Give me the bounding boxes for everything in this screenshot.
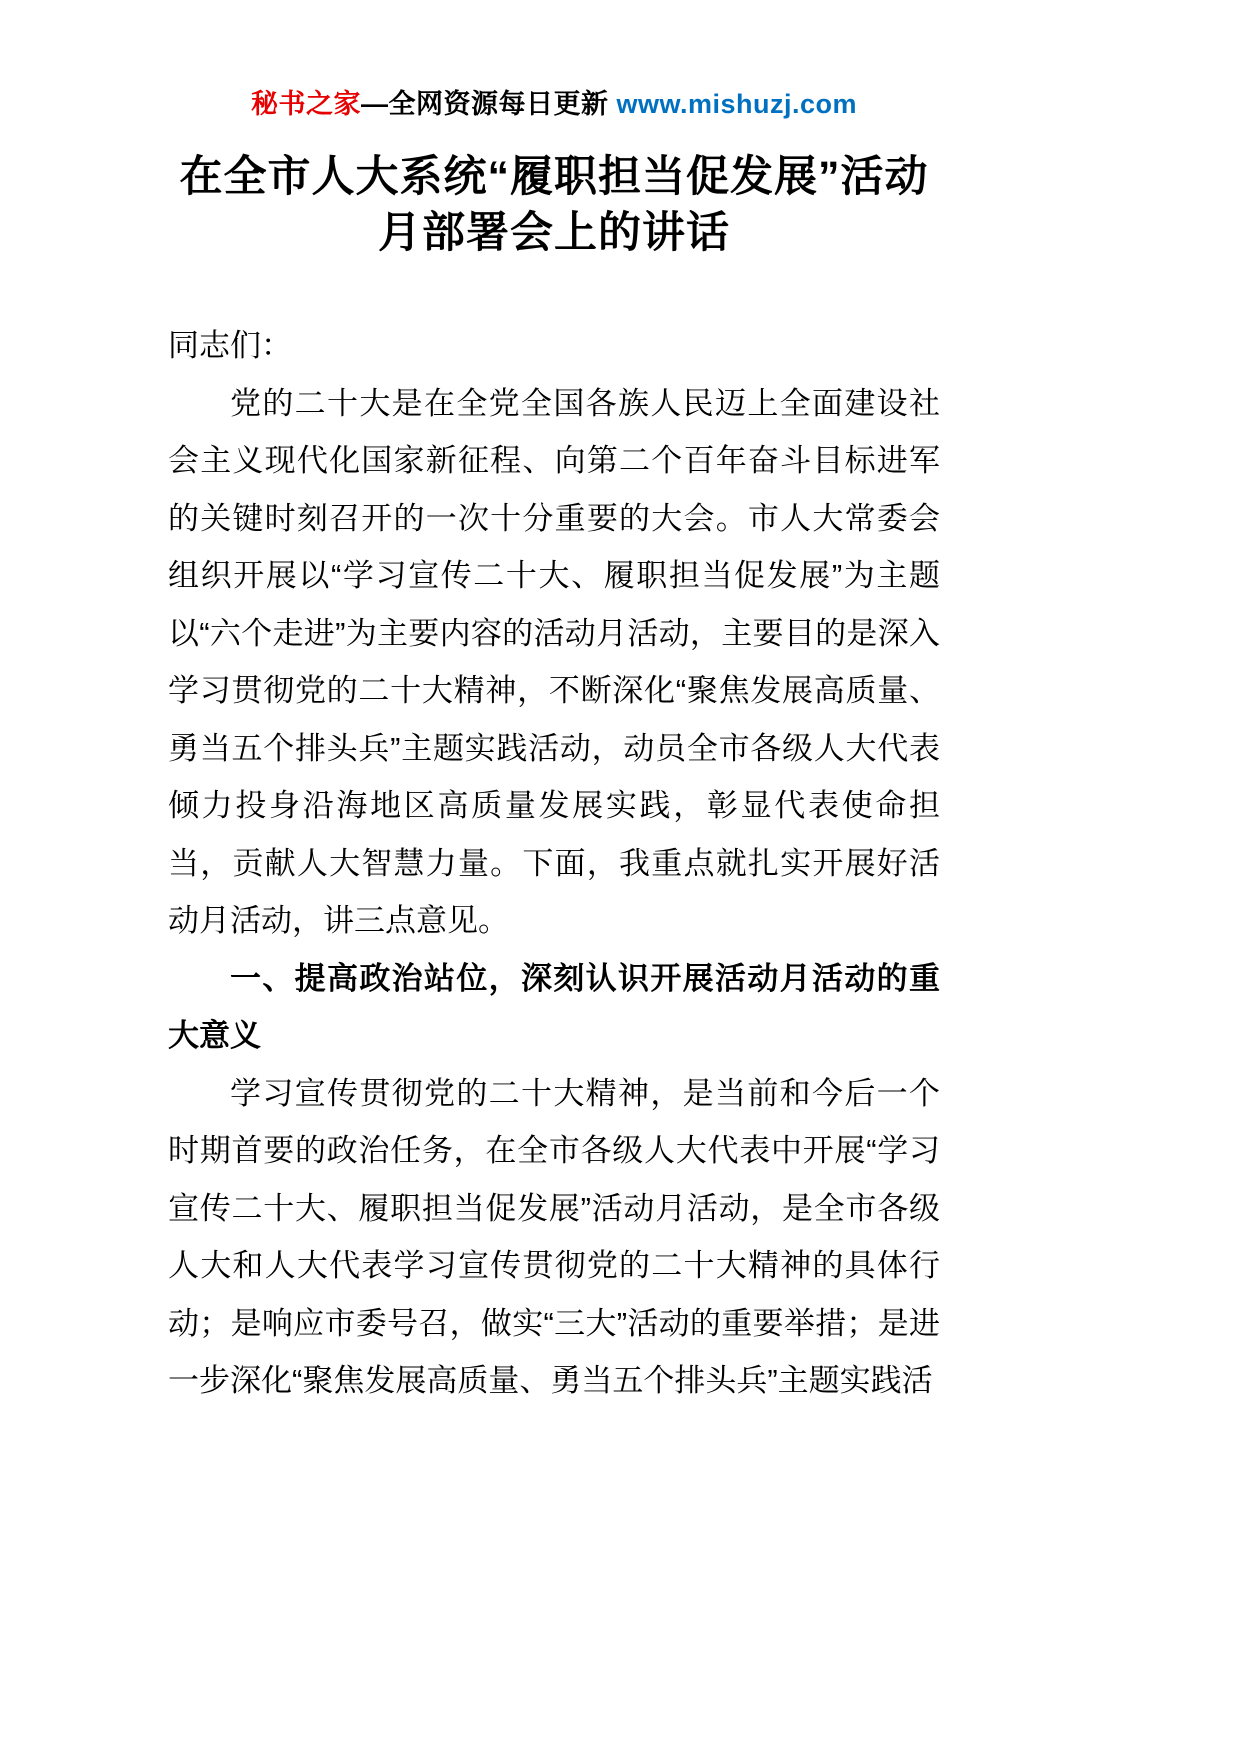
salutation: 同志们： — [168, 328, 292, 363]
paragraph: 学习宣传贯彻党的二十大精神，是当前和今后一个时期首要的政治任务，在全市各级人大代表中开展“学习宣传二十大、履职担当促发展”活动月活动，是全市各级人大和人大代表学习宣传贯彻党的二十大精神的具体行动；是响应市委号召，做实“三大”活动的重要举措；是进一步深化“聚焦发展高质量、勇当五个排头兵”主题实践活 — [168, 1075, 940, 1398]
document-content — [168, 82, 940, 1410]
document-title: 在全市人大系统“履职担当促发展”活动月部署会上的讲话 — [179, 153, 929, 257]
document-header — [168, 82, 940, 121]
paragraph: 党的二十大是在全党全国各族人民迈上全面建设社会主义现代化国家新征程、向第二个百年奋斗目标进军的关键时刻召开的一次十分重要的大会。市人大常委会组织开展以“学习宣传二十大、履职担当促发展”为主题以“六个走进”为主要内容的活动月活动，主要目的是深入学习贯彻党的二十大精神，不断深化“聚焦发展高质量、勇当五个排头兵”主题实践活动，动员全市各级人大代表倾力投身沿海地区高质量发展实践，彰显代表使命担当，贡献人大智慧力量。下面，我重点就扎实开展好活动月活动，讲三点意见。 — [168, 385, 940, 938]
header-url-link[interactable]: www.mishuzj.com — [616, 89, 858, 119]
brand-name: 秘书之家 — [250, 89, 361, 119]
document-body — [168, 317, 940, 1410]
header-tagline: —全网资源每日更新 — [360, 89, 617, 119]
section-heading: 一、提高政治站位，深刻认识开展活动月活动的重大意义 — [168, 960, 940, 1053]
